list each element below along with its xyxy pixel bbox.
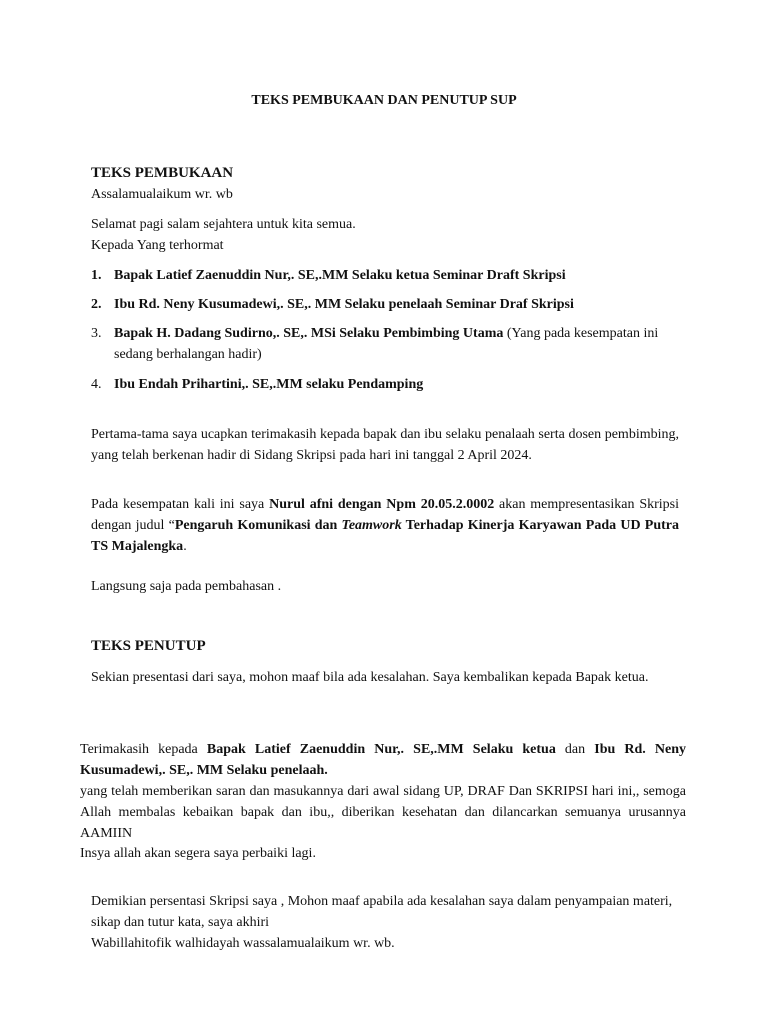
opening-respect: Kepada Yang terhormat bbox=[91, 238, 224, 253]
closing-heading: TEKS PENUTUP bbox=[91, 638, 206, 654]
opening-welcome: Selamat pagi salam sejahtera untuk kita semua. bbox=[91, 217, 356, 232]
thanks-name-2: Ibu Rd. Neny Kusumadewi,. SE,. MM Selaku penelaah. bbox=[80, 742, 687, 778]
presentation-end: . bbox=[183, 539, 187, 554]
list-rest-text: (Yang pada kesempatan ini sedang berhalangan hadir) bbox=[114, 326, 659, 362]
thesis-title-a: Pengaruh Komunikasi dan bbox=[174, 518, 342, 533]
list-bold-text: Bapak H. Dadang Sudirno,. SE,. MSi Selaku Pembimbing Utama bbox=[114, 326, 504, 341]
closing-farewell: Wabillahitofik walhidayah wassalamualaikum wr. wb. bbox=[91, 936, 395, 951]
presentation-intro: Pada kesempatan kali ini saya bbox=[91, 497, 270, 512]
closing-fix: Insya allah akan segera saya perbaiki lagi. bbox=[80, 846, 316, 861]
document-title: TEKS PEMBUKAAN DAN PENUTUP SUP bbox=[251, 93, 517, 108]
list-bold-text: Ibu Endah Prihartini,. SE,.MM selaku Pendamping bbox=[114, 377, 424, 392]
opening-thanks: Pertama-tama saya ucapkan terimakasih kepada bapak dan ibu selaku penalaah serta dosen pembimbing, yang telah berkenan hadir di Sidang Skripsi pada hari ini tanggal 2 April 2024. bbox=[91, 427, 679, 463]
list-item bbox=[91, 294, 679, 315]
presenter-name: Nurul afni dengan Npm 20.05.2.0002 bbox=[269, 497, 495, 512]
list-bold-text: Bapak Latief Zaenuddin Nur,. SE,.MM Selaku ketua Seminar Draft Skripsi bbox=[114, 268, 566, 283]
opening-heading: TEKS PEMBUKAAN bbox=[91, 165, 234, 181]
list-number: 2. bbox=[91, 297, 102, 312]
thanks-and: dan bbox=[555, 742, 595, 757]
thanks-name-1: Bapak Latief Zaenuddin Nur,. SE,.MM Selaku ketua bbox=[206, 742, 556, 757]
list-number: 1. bbox=[91, 268, 102, 283]
list-number: 4. bbox=[91, 377, 102, 392]
list-number: 3. bbox=[91, 326, 102, 341]
list-item bbox=[91, 265, 679, 286]
closing-thanks-rest: yang telah memberikan saran dan masukannya dari awal sidang UP, DRAF Dan SKRIPSI hari ini,, semoga Allah membalas kebaikan bapak dan ibu,, diberikan kesehatan dan dilancarkan semuanya urusannya AAMIIN bbox=[80, 784, 686, 841]
presentation-mid: akan mempresentasikan Skripsi dengan judul “ bbox=[91, 497, 679, 533]
closing-sorry: Sekian presentasi dari saya, mohon maaf bila ada kesalahan. Saya kembalikan kepada Bapak ketua. bbox=[91, 670, 649, 685]
list-item bbox=[91, 323, 679, 365]
opening-direct: Langsung saja pada pembahasan . bbox=[91, 579, 282, 594]
closing-thanks bbox=[80, 739, 686, 781]
thesis-title-b: Terhadap Kinerja Karyawan Pada UD Putra TS Majalengka bbox=[91, 518, 679, 554]
thanks-intro: Terimakasih kepada bbox=[80, 742, 207, 757]
list-item bbox=[91, 374, 679, 395]
closing-end: Demikian persentasi Skripsi saya , Mohon maaf apabila ada kesalahan saya dalam penyampaian materi, sikap dan tutur kata, saya akhiri bbox=[91, 894, 673, 930]
list-bold-text: Ibu Rd. Neny Kusumadewi,. SE,. MM Selaku penelaah Seminar Draf Skripsi bbox=[114, 297, 574, 312]
opening-presentation bbox=[91, 494, 679, 557]
thesis-title-italic: Teamwork bbox=[341, 518, 402, 533]
opening-greeting: Assalamualaikum wr. wb bbox=[91, 187, 233, 202]
